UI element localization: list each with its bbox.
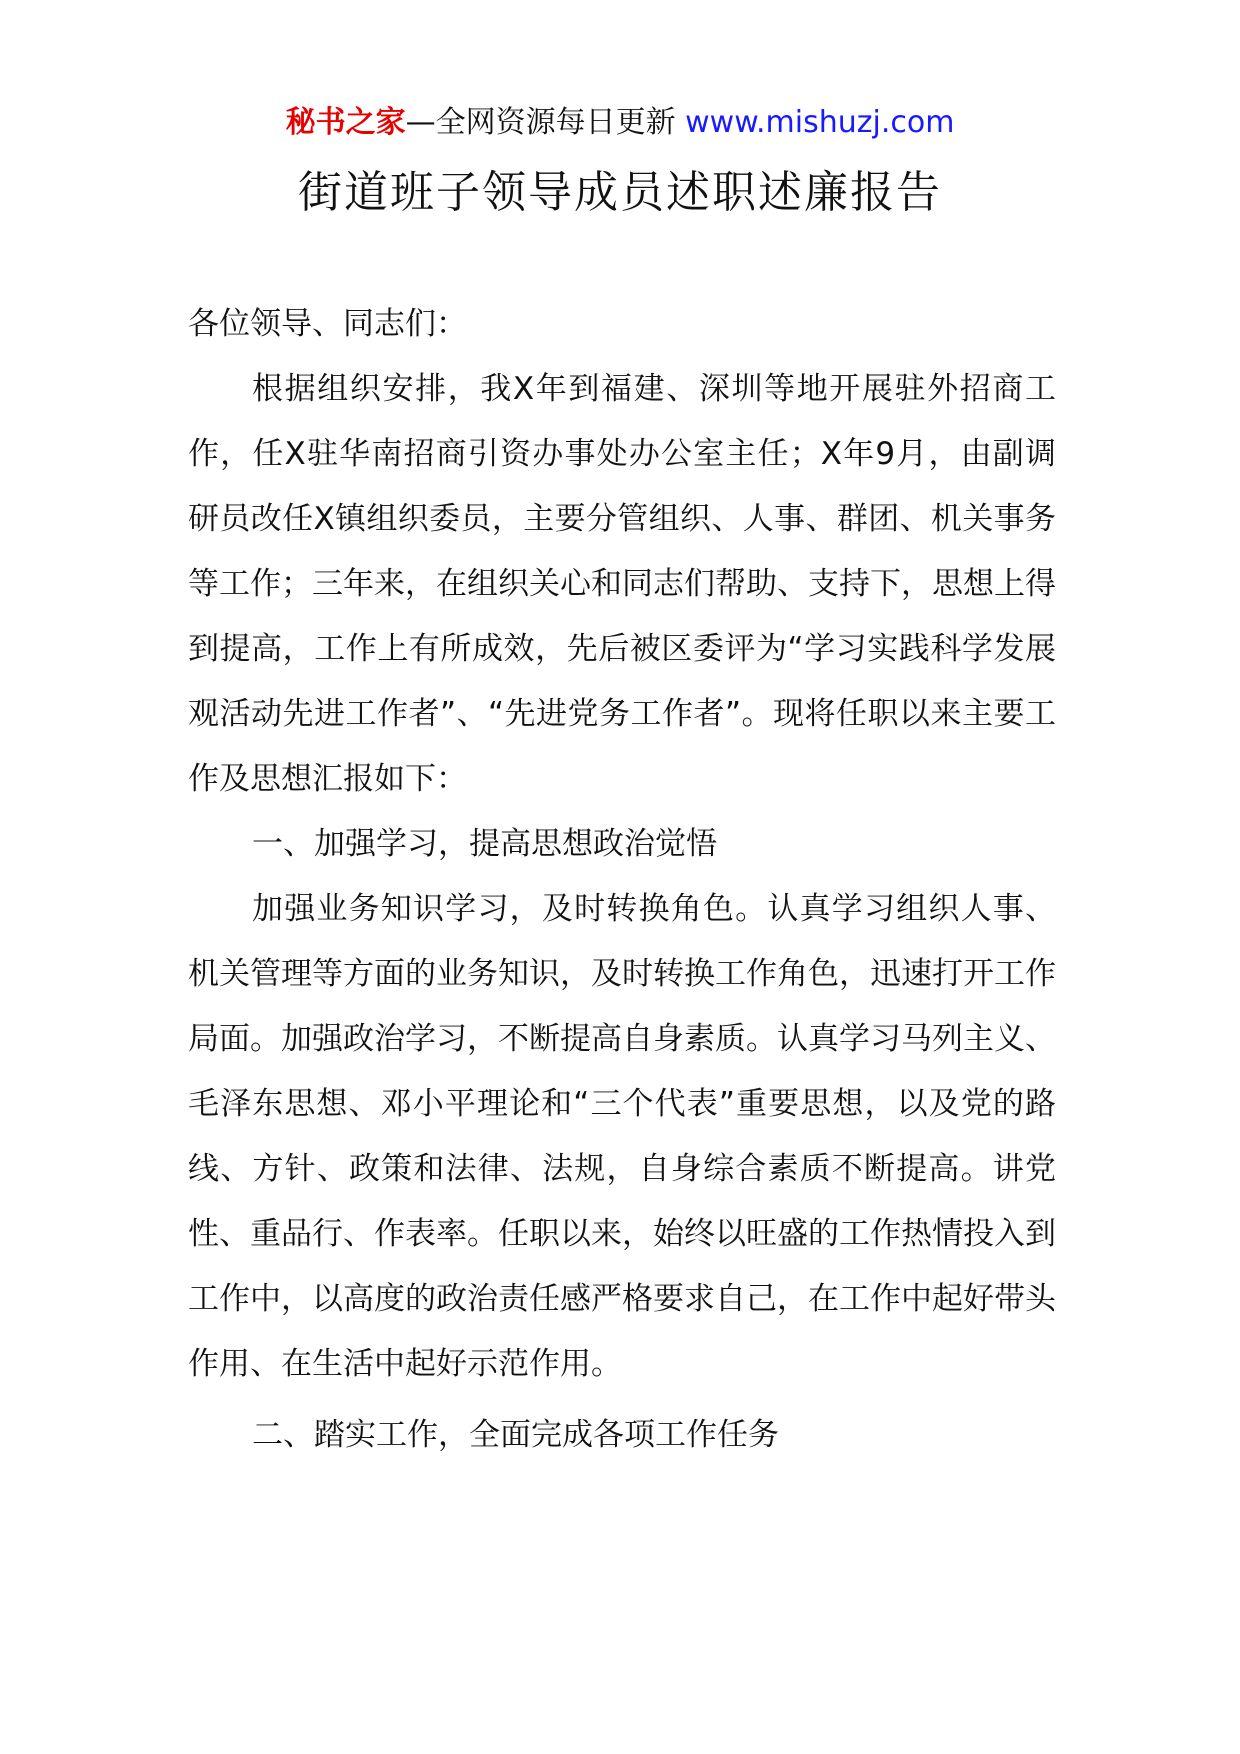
- paragraph-intro: 根据组织安排，我X年到福建、深圳等地开展驻外招商工作，任X驻华南招商引资办事处办公室主任；X年9月，由副调研员改任X镇组织委员，主要分管组织、人事、群团、机关事务等工作；三年来，在组织关心和同志们帮助、支持下，思想上得到提高，工作上有所成效，先后被区委评为“学习实践科学发展观活动先进工作者”、“先进党务工作者”。现将任职以来主要工作及思想汇报如下：: [188, 371, 1056, 797]
- header-slogan: —全网资源每日更新: [405, 105, 686, 140]
- section-heading-1: 一、加强学习，提高思想政治觉悟: [252, 826, 717, 862]
- brand-name: 秘书之家: [285, 105, 406, 140]
- salutation: 各位领导、同志们：: [188, 306, 467, 342]
- document-body: [188, 292, 1056, 1468]
- section-heading-2: 二、踏实工作，全面完成各项工作任务: [252, 1417, 779, 1453]
- document-title: 街道班子领导成员述职述廉报告: [298, 167, 942, 218]
- header-banner: [0, 100, 1240, 146]
- site-url-link[interactable]: www.mishuzj.com: [685, 105, 955, 140]
- paragraph-section-1: 加强业务知识学习，及时转换角色。认真学习组织人事、机关管理等方面的业务知识，及时转换工作角色，迅速打开工作局面。加强政治学习，不断提高自身素质。认真学习马列主义、毛泽东思想、邓小平理论和“三个代表”重要思想，以及党的路线、方针、政策和法律、法规，自身综合素质不断提高。讲党性、重品行、作表率。任职以来，始终以旺盛的工作热情投入到工作中，以高度的政治责任感严格要求自己，在工作中起好带头作用、在生活中起好示范作用。: [188, 891, 1056, 1382]
